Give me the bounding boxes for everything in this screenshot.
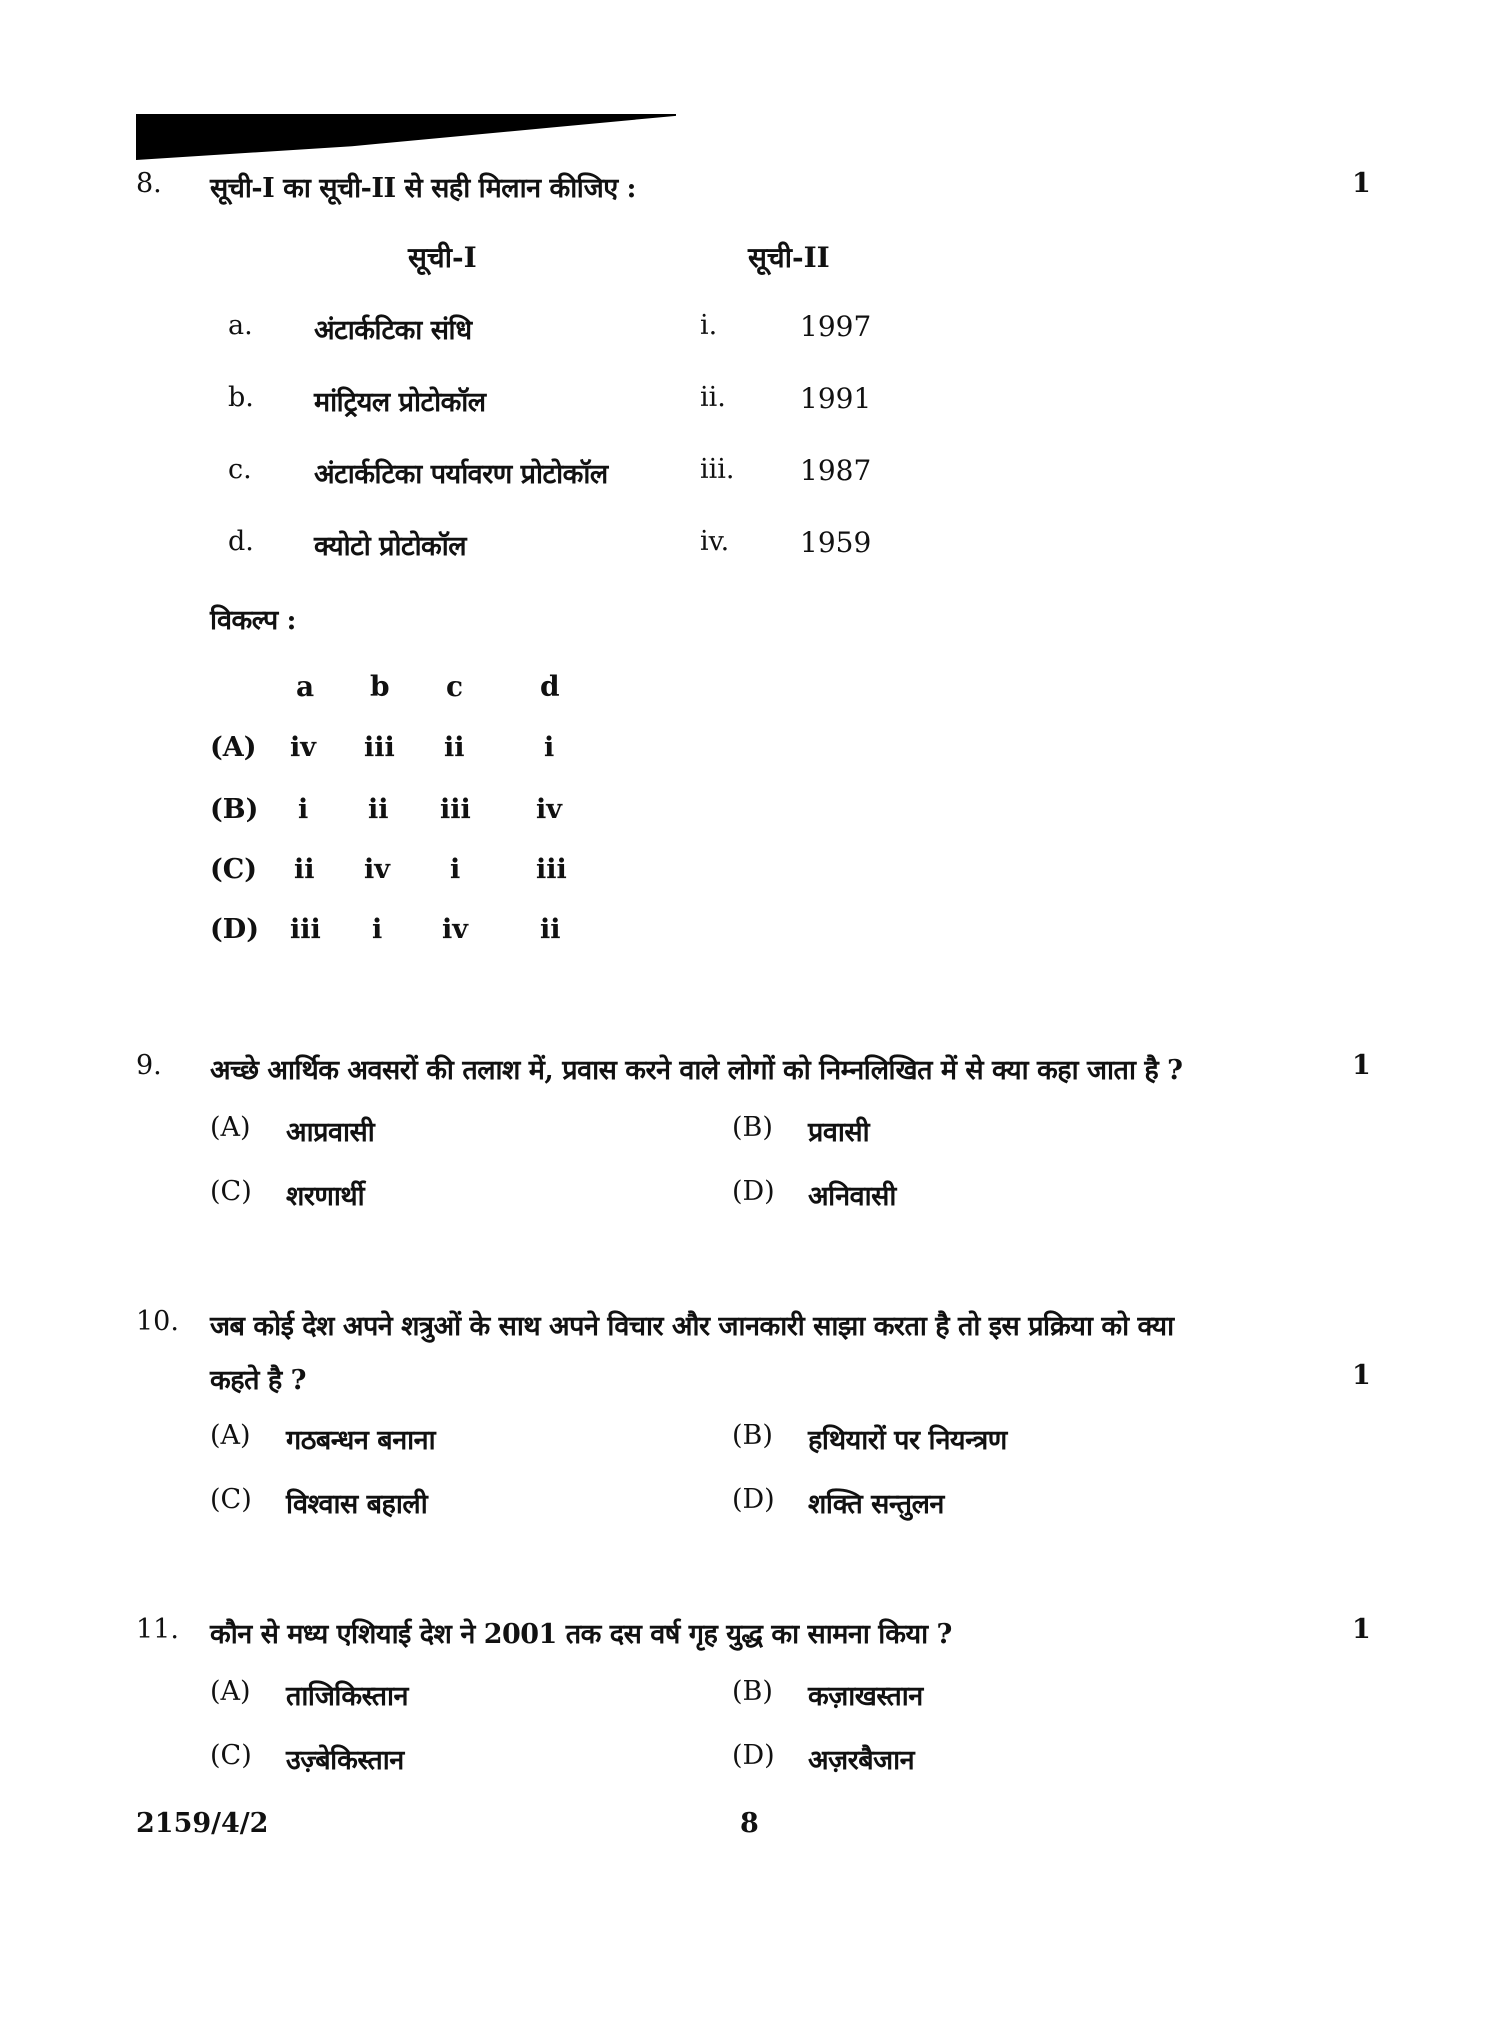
option-label: (C) [210,1740,252,1771]
row-year: 1959 [800,526,872,559]
question-marks: 1 [1352,1360,1371,1391]
question-number: 11. [136,1614,179,1645]
option-value: i [450,854,461,885]
option-value: ii [540,914,561,945]
row-item: क्योटो प्रोटोकॉल [314,531,467,562]
option-label: (C) [210,1484,252,1515]
question-text-line-2: कहते है ? [210,1365,306,1396]
option-value: iv [290,732,316,763]
question-marks: 1 [1352,1614,1371,1645]
row-roman: iv. [700,526,730,557]
option-label: (B) [210,794,259,825]
option-label: (A) [210,1420,251,1451]
option-label: (D) [210,914,259,945]
option-label: (C) [210,854,258,885]
option-value: iv [442,914,468,945]
question-text-line-1: जब कोई देश अपने शत्रुओं के साथ अपने विचार और जानकारी साझा करता है तो इस प्रक्रिया को क्या [210,1311,1174,1342]
option-label: (A) [210,1676,251,1707]
option-label: (B) [732,1112,773,1143]
option-value: iii [290,914,321,945]
row-item: अंटार्कटिका पर्यावरण प्रोटोकॉल [314,459,608,490]
option-text: शरणार्थी [286,1181,365,1212]
row-year: 1991 [800,382,872,415]
options-label: विकल्प : [210,605,297,636]
option-label: (A) [210,1112,251,1143]
list-1-header: सूची-I [408,241,477,274]
option-value: iv [364,854,390,885]
option-text: प्रवासी [808,1117,870,1148]
option-text: विश्वास बहाली [286,1489,428,1520]
row-key: a. [228,310,253,341]
question-text: कौन से मध्य एशियाई देश ने 2001 तक दस वर्ष गृह युद्ध का सामना किया ? [210,1619,952,1650]
page-number: 8 [740,1808,759,1839]
option-text: हथियारों पर नियन्त्रण [808,1425,1007,1456]
row-item: अंटार्कटिका संधि [314,315,472,346]
option-text: आप्रवासी [286,1117,375,1148]
option-value: iv [536,794,562,825]
row-roman: iii. [700,454,735,485]
row-key: c. [228,454,252,485]
grid-header-c: c [446,670,464,703]
option-text: अनिवासी [808,1181,896,1212]
option-text: ताजिकिस्तान [286,1681,409,1712]
row-item: मांट्रियल प्रोटोकॉल [314,387,486,418]
option-value: ii [294,854,315,885]
option-text: कज़ाखस्तान [808,1681,923,1712]
option-value: i [544,732,555,763]
option-label: (B) [732,1420,773,1451]
row-key: d. [228,526,254,557]
option-value: iii [440,794,471,825]
option-label: (D) [732,1740,775,1771]
option-label: (A) [210,732,257,763]
row-key: b. [228,382,254,413]
option-text: उज़्बेकिस्तान [286,1745,404,1776]
redaction-bar [136,114,676,160]
row-roman: ii. [700,382,726,413]
question-number: 9. [136,1050,162,1081]
option-text: अज़रबैजान [808,1745,915,1776]
option-label: (D) [732,1176,775,1207]
row-year: 1987 [800,454,872,487]
row-roman: i. [700,310,718,341]
option-value: i [372,914,383,945]
grid-header-d: d [540,670,560,703]
list-2-header: सूची-II [748,241,830,274]
question-marks: 1 [1352,168,1371,199]
option-value: ii [368,794,389,825]
question-number: 8. [136,168,162,199]
option-value: iii [364,732,395,763]
grid-header-a: a [296,670,315,703]
option-value: i [298,794,309,825]
option-text: शक्ति सन्तुलन [808,1489,944,1520]
option-text: गठबन्धन बनाना [286,1425,436,1456]
option-value: iii [536,854,567,885]
option-label: (B) [732,1676,773,1707]
row-year: 1997 [800,310,872,343]
question-text: अच्छे आर्थिक अवसरों की तलाश में, प्रवास करने वाले लोगों को निम्नलिखित में से क्या कहा जाता है ? [210,1055,1183,1086]
question-number: 10. [136,1306,179,1337]
question-marks: 1 [1352,1050,1371,1081]
paper-code: 2159/4/2 [136,1808,269,1839]
option-label: (D) [732,1484,775,1515]
grid-header-b: b [370,670,390,703]
question-text: सूची-I का सूची-II से सही मिलान कीजिए : [210,173,637,204]
option-value: ii [444,732,465,763]
option-label: (C) [210,1176,252,1207]
